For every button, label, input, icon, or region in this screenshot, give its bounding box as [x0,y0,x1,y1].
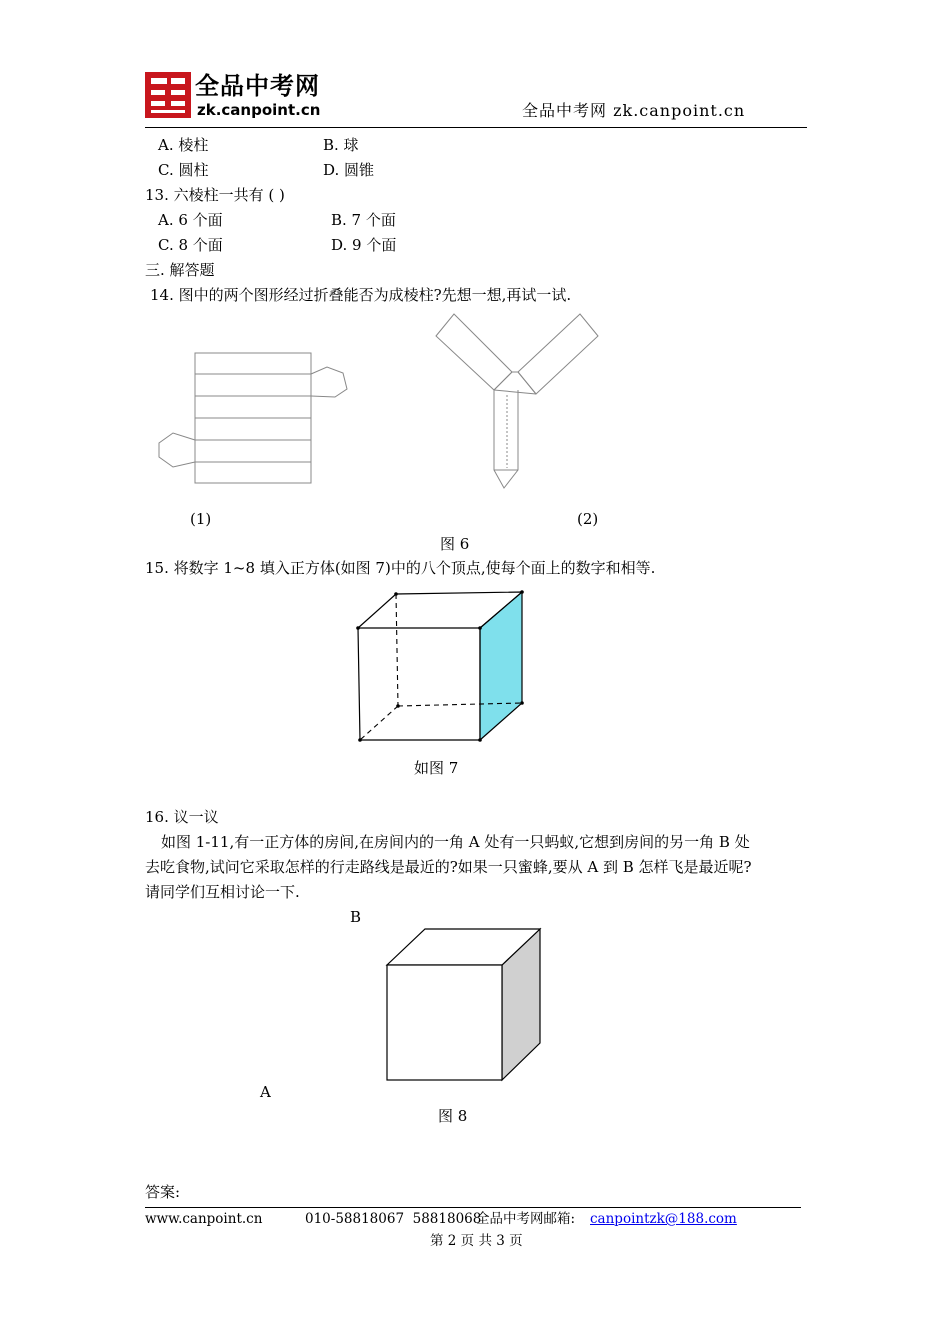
figure6-net-1 [155,345,355,495]
logo [145,70,325,122]
q14-stem: 14. 图中的两个图形经过折叠能否为成棱柱?先想一想,再试一试. [150,286,572,304]
figure6-label-1: (1) [190,510,212,528]
q16-title: 16. 议一议 [145,808,219,826]
q13-option-b: B. 7 个面 [331,211,396,229]
figure7-cube [350,588,530,748]
footer-mail-label: 全品中考网邮箱: [476,1211,576,1227]
figure8-cube [385,925,545,1085]
figure6-label-2: (2) [577,510,599,528]
q12-option-a: A. 棱柱 [158,136,209,154]
q15-stem: 15. 将数字 1~8 填入正方体(如图 7)中的八个顶点,使每个面上的数字和相等. [145,559,656,577]
footer-email-link[interactable]: canpointzk@188.com [590,1211,737,1227]
answer-label: 答案: [145,1183,181,1201]
figure6-net-2 [432,310,602,490]
figure8-caption: 图 8 [438,1107,468,1125]
q12-option-c: C. 圆柱 [158,161,209,179]
q13-stem: 13. 六棱柱一共有 ( ) [145,186,285,204]
q13-option-d: D. 9 个面 [331,236,397,254]
section-title: 三. 解答题 [145,261,215,279]
logo-seal-icon [145,70,191,120]
figure6-caption: 图 6 [440,535,470,553]
figure7-caption: 如图 7 [414,759,459,777]
footer-page-number: 第 2 页 共 3 页 [430,1233,523,1249]
logo-cn-text: 全品中考网 [195,72,320,100]
q16-line-2: 去吃食物,试问它采取怎样的行走路线是最近的?如果一只蜜蜂,要从 A 到 B 怎样飞是最近呢? [145,858,752,876]
q13-option-a: A. 6 个面 [158,211,223,229]
footer-divider [145,1207,801,1208]
q13-option-c: C. 8 个面 [158,236,223,254]
footer-website: www.canpoint.cn [145,1211,263,1227]
q12-option-d: D. 圆锥 [323,161,375,179]
footer-phone: 010-58818067 58818068 [305,1211,482,1227]
q16-line-1: 如图 1-11,有一正方体的房间,在房间内的一角 A 处有一只蚂蚁,它想到房间的另一角 B 处 [161,833,750,851]
q12-option-b: B. 球 [323,136,359,154]
figure8-label-a: A [260,1083,271,1101]
logo-url-text: zk.canpoint.cn [197,101,321,119]
header-site-text: 全品中考网 zk.canpoint.cn [522,101,746,120]
header-divider [145,127,807,128]
q16-line-3: 请同学们互相讨论一下. [145,883,300,901]
figure8-label-b: B [350,908,362,926]
